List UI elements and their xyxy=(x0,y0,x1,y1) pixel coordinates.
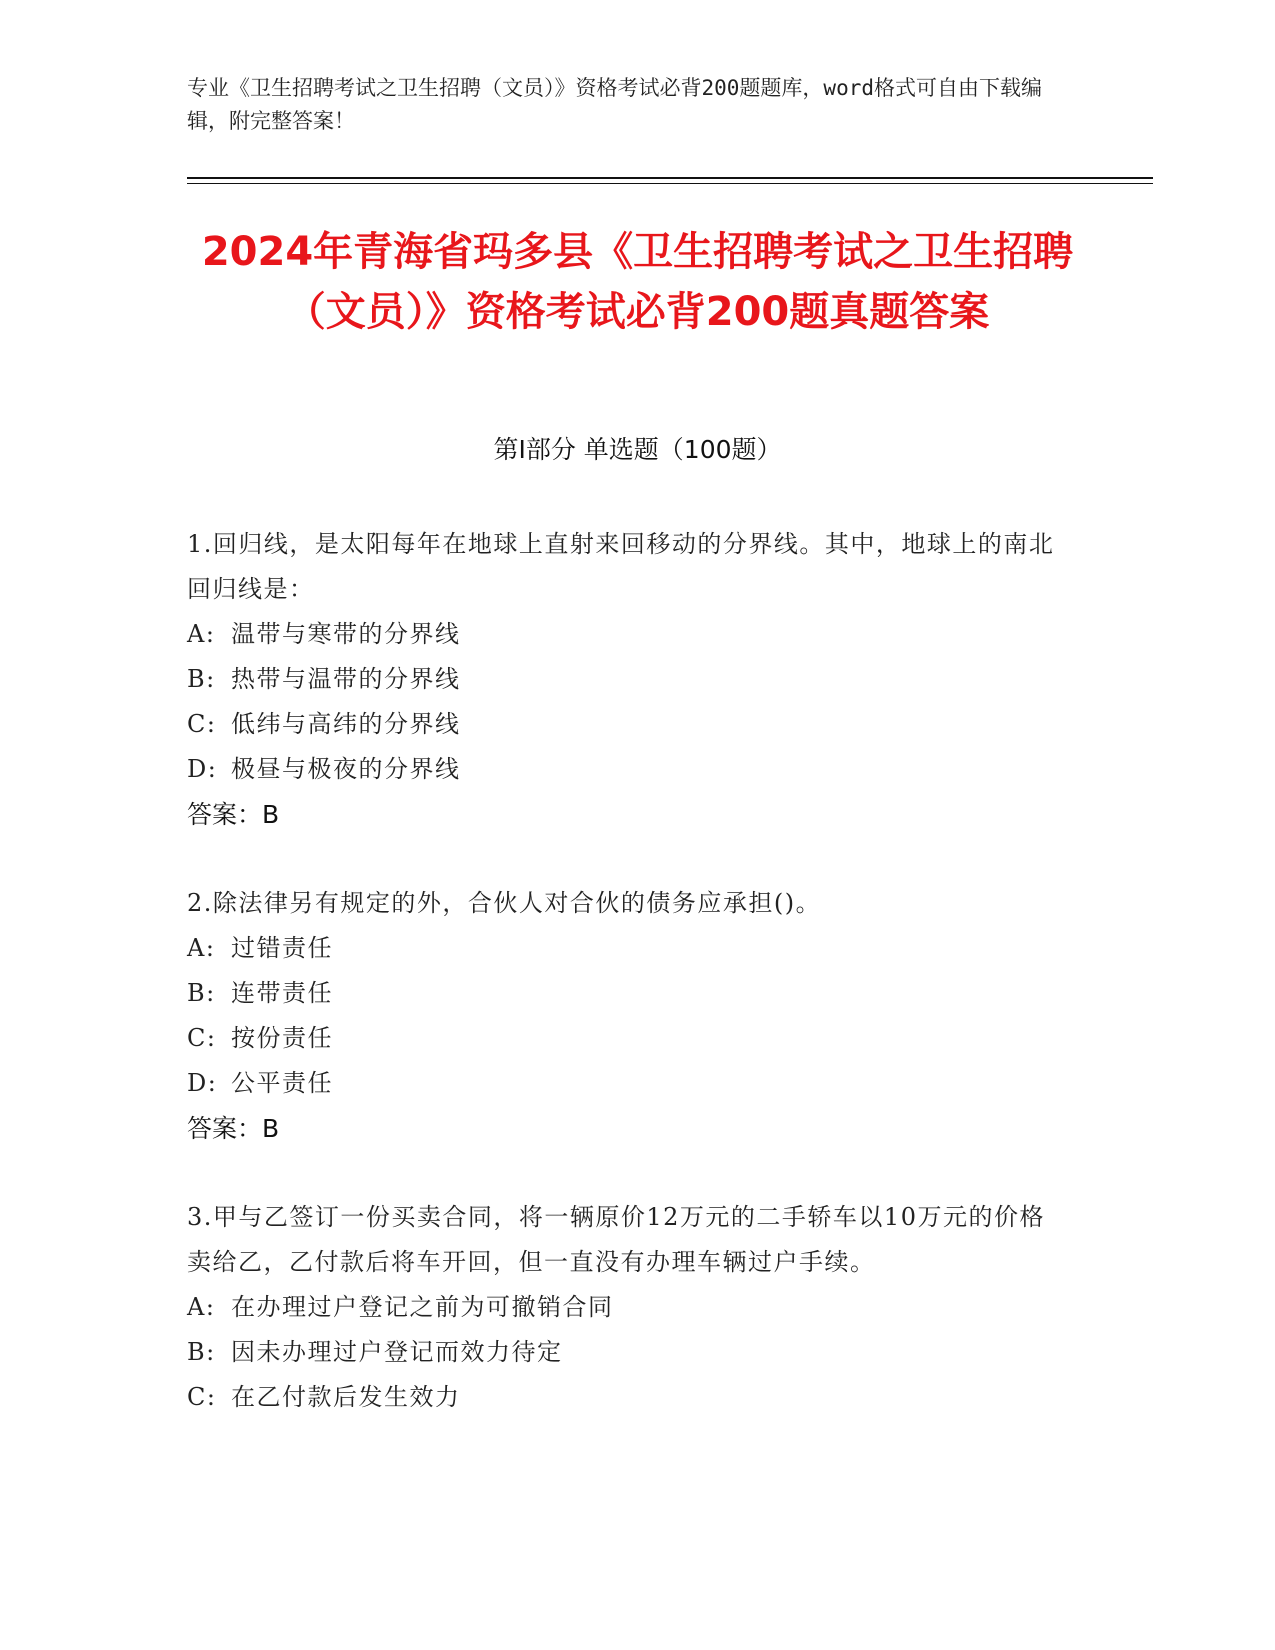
answer-value: B xyxy=(262,1114,280,1143)
option-d xyxy=(187,1061,1067,1106)
option-key: D: xyxy=(187,1069,218,1097)
option-b xyxy=(187,1330,1067,1375)
option-b xyxy=(187,657,1067,702)
option-text: 在办理过户登记之前为可撤销合同 xyxy=(231,1293,614,1321)
answer-label: 答案： xyxy=(187,1114,263,1143)
option-text: 公平责任 xyxy=(231,1069,333,1097)
header-rule-thin xyxy=(187,183,1153,184)
answer-value: B xyxy=(262,800,280,829)
question-1 xyxy=(187,522,1067,838)
option-key: D: xyxy=(187,755,218,783)
option-key: B: xyxy=(187,665,216,693)
section-heading: 第I部分 单选题（100题） xyxy=(493,435,782,464)
question-2 xyxy=(187,881,1067,1152)
question-stem: 3.甲与乙签订一份买卖合同，将一辆原价12万元的二手轿车以10万元的价格卖给乙，乙付款后将车开回，但一直没有办理车辆过户手续。 xyxy=(187,1203,1045,1276)
option-text: 因未办理过户登记而效力待定 xyxy=(231,1338,563,1366)
option-c xyxy=(187,702,1067,747)
option-key: C: xyxy=(187,1383,217,1411)
question-stem: 1.回归线，是太阳每年在地球上直射来回移动的分界线。其中，地球上的南北回归线是： xyxy=(187,530,1055,603)
option-text: 过错责任 xyxy=(231,934,333,962)
option-key: C: xyxy=(187,710,217,738)
answer-label: 答案： xyxy=(187,800,263,829)
option-a xyxy=(187,1285,1067,1330)
option-text: 按份责任 xyxy=(231,1024,333,1052)
option-key: B: xyxy=(187,1338,216,1366)
header-rule-thick xyxy=(187,177,1153,179)
option-text: 温带与寒带的分界线 xyxy=(231,620,461,648)
option-text: 在乙付款后发生效力 xyxy=(231,1383,461,1411)
option-c xyxy=(187,1375,1067,1420)
option-d xyxy=(187,747,1067,792)
option-key: A: xyxy=(187,620,216,648)
header-note: 专业《卫生招聘考试之卫生招聘（文员）》资格考试必背200题题库，word格式可自由下载编辑，附完整答案！ xyxy=(187,76,1042,133)
question-stem: 2.除法律另有规定的外，合伙人对合伙的债务应承担()。 xyxy=(187,889,822,917)
option-c xyxy=(187,1016,1067,1061)
question-list xyxy=(187,522,1067,1463)
option-key: B: xyxy=(187,979,216,1007)
option-b xyxy=(187,971,1067,1016)
option-text: 低纬与高纬的分界线 xyxy=(231,710,461,738)
option-key: A: xyxy=(187,934,216,962)
option-a xyxy=(187,612,1067,657)
answer-line xyxy=(187,1106,1067,1152)
answer-line xyxy=(187,792,1067,838)
option-a xyxy=(187,926,1067,971)
option-key: A: xyxy=(187,1293,216,1321)
option-text: 热带与温带的分界线 xyxy=(231,665,461,693)
option-key: C: xyxy=(187,1024,217,1052)
document-title: 2024年青海省玛多县《卫生招聘考试之卫生招聘（文员）》资格考试必背200题真题答案 xyxy=(201,229,1074,335)
option-text: 极昼与极夜的分界线 xyxy=(231,755,461,783)
question-3 xyxy=(187,1195,1067,1420)
option-text: 连带责任 xyxy=(231,979,333,1007)
